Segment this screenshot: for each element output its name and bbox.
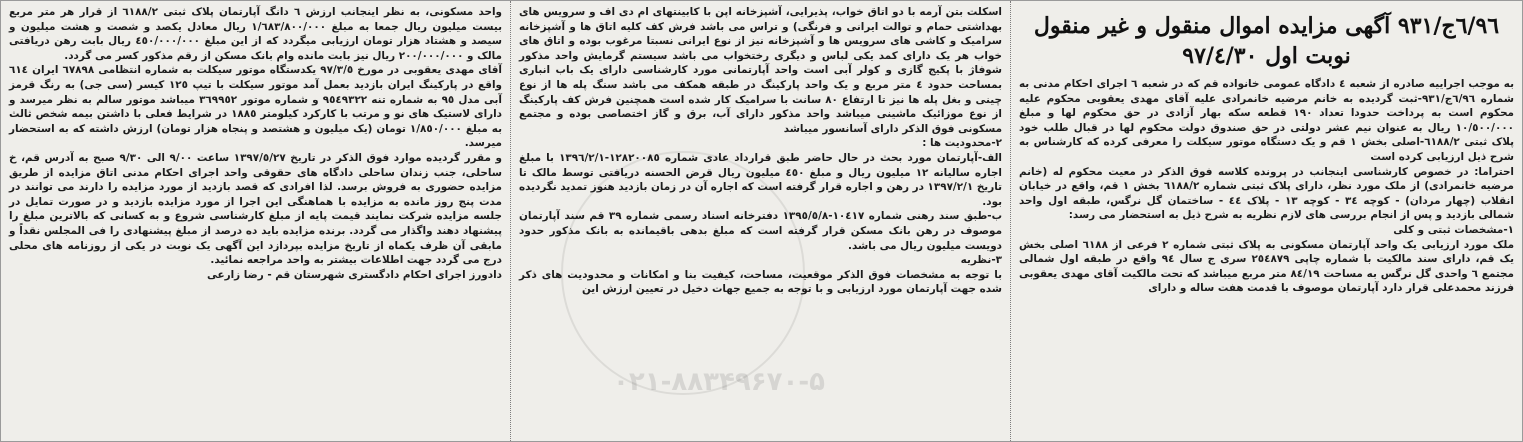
paragraph-expert-intro: احتراما: در خصوص کارشناسی اینجانب در پرونده کلاسه فوق الذکر در معیت محکوم له (خانم مرضیه خانمرادی) از ملک مورد نظر، دارای پلاک ثبتی شماره ٦١٨٨/٢ بخش ١ قم، واقع در خیابان انقلاب (چهار مردان) - کوچه ٣٤ - کوچه ١٣ - پلاک ٤٤ - ساختمان گل نرگس، طبقه اول واحد شمالی بازدید و پس از انجام بررسی های لازم نظریه به شرح ذیل به استحضار می رسد: bbox=[1019, 165, 1514, 222]
section-heading-registration: ١-مشخصات ثبتی و کلی bbox=[1393, 223, 1514, 236]
section-heading-limitations: ٢-محدودیت ها : bbox=[922, 137, 1002, 150]
signature-line: دادورز اجرای احکام دادگستری شهرستان قم - رضا زارعی bbox=[207, 268, 502, 281]
paragraph-building-description: اسکلت بتن آرمه با دو اتاق خواب، پذیرایی، آشپزخانه اپن با کابینتهای ام دی اف و سرویس های بهداشتی حمام و توالت ایرانی و فرنگی) و تراس می باشد فرش کف کلیه اتاق ها و آشپزخانه سرامیک و کاشی های سرویس ها و آشپزخانه نیز از نوع ایرانی نسبتا مرغوب بوده و اتاق های خواب هر یک دارای کمد یکی لباس و دیگری رختخواب می باشد سیستم گرمایش واحد مذکور شوفاژ با پکیج گازی و کولر آبی است واحد آپارتمانی مورد کارشناسی دارای یک باب انباری بمساحت حدود ٤ متر مربع و یک واحد پارکینگ در طبقه همکف می باشد سنگ پله ها از نوع چینی و بغل پله ها نیز تا ارتفاع ٨٠ سانت با سرامیک کار شده است همچنین فرش کف پارکینگ از نوع موزائیک ماشینی میباشد واحد مذکور دارای آب، برق و گاز اختصاصی بوده و مجتمع مسکونی فوق الذکر دارای آسانسور میباشد bbox=[519, 6, 1002, 135]
paragraph-auction-terms: و مقرر گردیده موارد فوق الذکر در تاریخ ١٣٩٧/٥/٢٧ ساعت ٩/٠٠ الی ٩/٣٠ صبح به آدرس قم، خ ساحلی، جنب زندان ساحلی دادگاه های حقوقی واحد اجرای احکام مدنی اتاق مزایده از طریق مزایده حضوری به فروش برسد. لذا افرادی که قصد بازدید از مورد مزایده را دارند می توانند در مدت پنج روز مانده به مزایده با هماهنگی این اجرا از مورد مزایده بازدید و در صورت تمایل در جلسه مزایده شرکت نمایند قیمت پایه از مبلغ کارشناسی شروع و به کسانی که بالاترین مبلغ را پیشنهاد دهند واگذار می گردد. برنده مزایده باید ده درصد از مبلغ پیشنهادی را فی المجلس نقداً و مابقی آن ظرف یکماه از تاریخ مزایده بپردازد این آگهی یک نوبت در یکی از روزنامه های محلی درج می گردد جهت اطلاعات بیشتر به واحد مراجعه نمائید. bbox=[9, 151, 502, 267]
paragraph-lease: الف-آپارتمان مورد بحث در حال حاضر طبق قرارداد عادی شماره ١٢٨٢٠٠٨٥-١٣٩٦/٢/١ با مبلغ اجاره سالیانه ١٢ میلیون ریال و مبلغ ٤٥٠ میلیون ریال قرض الحسنه دریافتی توسط مالک تا تاریخ ١٣٩٧/٢/١ در رهن و اجاره قرار گرفته است که اجاره آن در زمان بازدید هنوز تمدید نگردیده بود. bbox=[518, 151, 1002, 208]
paragraph-motorcycle: آقای مهدی یعقوبی در مورخ ٩٧/٣/٥ یکدستگاه موتور سیکلت به شماره انتظامی ٦٧٨٩٨ ایران ٦١٤ واقع در پارکینگ ایران بازدید بعمل آمد موتور سیکلت با تیپ ١٢٥ کیسر (سی جی) به رنگ قرمز آبی مدل ٩٥ به شماره تنه ٩٥٤٩٣٢٢ و شماره موتور ٣٦٩٩٥٢ میباشد موتور سالم به نظر میرسد و دارای لاستیک های نو و مرتب با کارکرد کیلومتر ١٨٨٥ در شرایط فعلی با داشتن بیمه شخص ثالث به مبلغ ١/٨٥٠/٠٠٠ تومان (یک میلیون و هشتصد و پنجاه هزار تومان) ارزش داشته که به استحضار میرسد. bbox=[9, 64, 503, 150]
paragraph-valuation: واحد مسکونی، به نظر اینجانب ارزش ٦ دانگ آپارتمان پلاک ثبتی ٦١٨٨/٢ از قرار هر متر مربع بیست میلیون ریال جمعا به مبلغ ١/٦٨٣/٨٠٠/٠٠٠ ریال معادل یکصد و شصت و هشت میلیون و سیصد و هشتاد هزار تومان ارزیابی میگردد که از این مبلغ ٤٥٠/٠٠٠/٠٠٠ ریال بابت رهن دریافتی مالک و ٢٠٠/٠٠٠/٠٠٠ ریال نیز بابت مانده وام بانک مسکن از رقم مذکور کسر می گردد. bbox=[9, 6, 503, 62]
watermark-phone: ۰۲۱-۸۸۳۴۹۶۷۰-۵ bbox=[613, 367, 826, 397]
paragraph-property-details: ملک مورد ارزیابی یک واحد آپارتمان مسکونی به پلاک ثبتی شماره ٢ فرعی از ٦١٨٨ اصلی بخش یک قم، دارای سند مالکیت با شماره چاپی ٢٥٤٨٧٩ سری ج سال ٩٤ واقع در طبقه اول شمالی مجتمع ٦ واحدی گل نرگس به مساحت ٨٤/١٩ متر مربع میباشد که تحت مالکیت آقای مهدی یعقوبی فرزند محمدعلی قرار دارد آپارتمان موصوف با قدمت هفت ساله و دارای bbox=[1019, 238, 1515, 295]
section-heading-opinion: ٣-نظریه bbox=[960, 254, 1002, 267]
column-left bbox=[1, 1, 510, 441]
notice-headline: ٦/٩٦ج/٩٣١ آگهی مزایده اموال منقول و غیر منقول نوبت اول ٩٧/٤/٣٠ bbox=[1033, 13, 1500, 69]
paragraph-enforcement: به موجب اجراییه صادره از شعبه ٤ دادگاه عمومی خانواده قم که در شعبه ٦ اجرای احکام مدنی به شماره ٦/٩٦ج/٩٣١-ثبت گردیده به خانم مرضیه خانمرادی علیه آقای مهدی یعقوبی محکوم علیه محکوم است به پرداخت حدودا تعداد ١٩٠ قطعه سکه بهار آزادی در حق محکوم لها و مبلغ ١٠/٥٠٠/٠٠٠ ریال به عنوان نیم عشر دولتی در حق صندوق دولت محکوم لها در قبال طلب خود پلاک ثبتی ٦١٨٨/٢-اصلی بخش ١ قم و یک دستگاه موتور سیکلت را معرفی کرده که کارشناس به شرح ذیل ارزیابی کرده است bbox=[1019, 78, 1514, 163]
paragraph-opinion: با توجه به مشخصات فوق الذکر موقعیت، مساحت، کیفیت بنا و امکانات و محدودیت های ذکر شده جهت آپارتمان مورد ارزیابی و با توجه به جمیع جهات دخیل در تعیین ارزش این bbox=[519, 268, 1002, 296]
column-right bbox=[1010, 1, 1522, 441]
paragraph-mortgage: ب-طبق سند رهنی شماره ١٠٤١٧-١٣٩٥/٥/٨ دفترخانه اسناد رسمی شماره ٣٩ قم سند آپارتمان موصوف در رهن بانک مسکن قرار گرفته است که مبلغ بدهی باقیمانده به بانک مذکور حدود دویست میلیون ریال می باشد. bbox=[519, 210, 1003, 252]
watermark-seal bbox=[561, 151, 805, 395]
